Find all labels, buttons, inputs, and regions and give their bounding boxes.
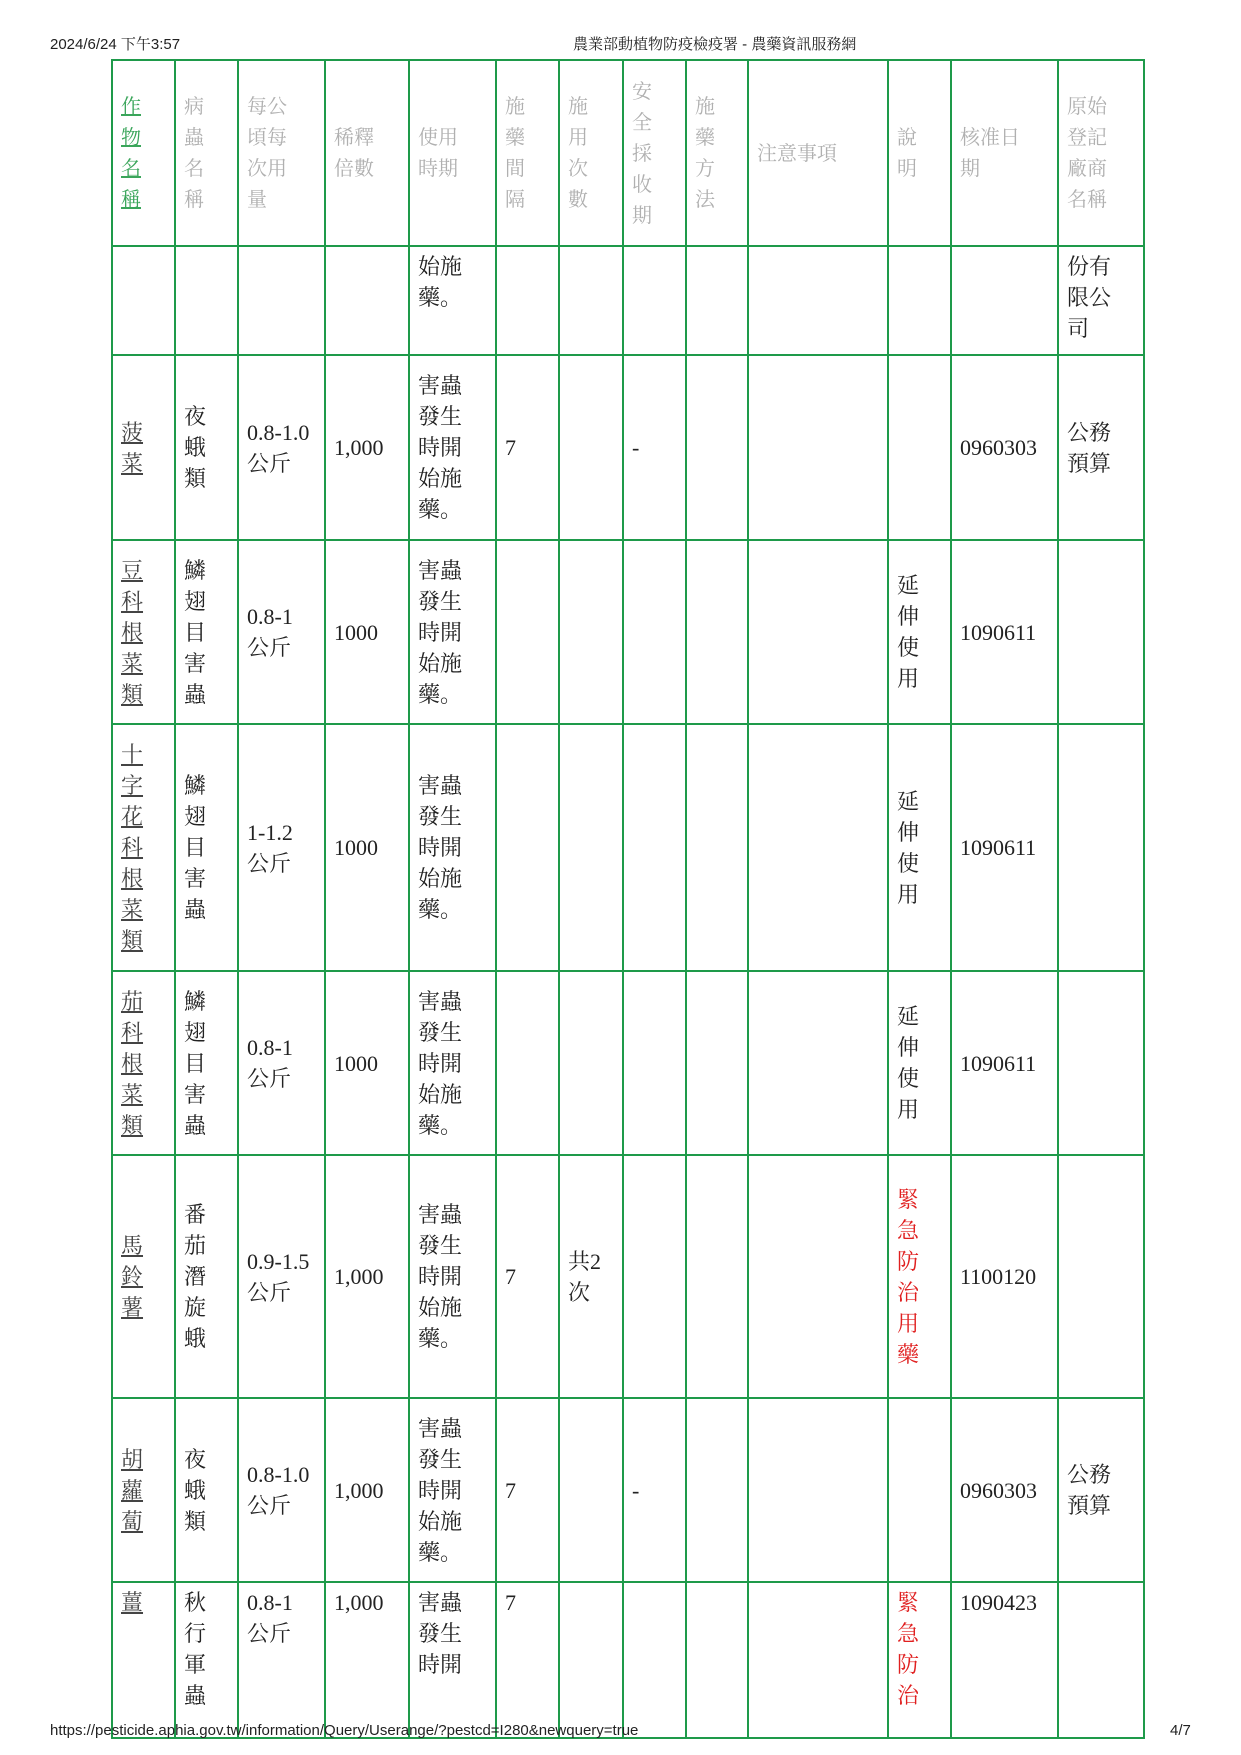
table-row (112, 540, 1144, 724)
cell-remarks (888, 246, 951, 355)
page-url: https://pesticide.aphia.gov.tw/information/Query/Userange/?pestcd=I280&newquery=true (50, 1722, 639, 1739)
cell-application-count (559, 724, 623, 971)
column-header-remarks: 說 明 (888, 60, 951, 246)
cell-usage-period: 害蟲 發生 時開 始施 藥。 (409, 1155, 496, 1398)
cell-pest-name: 番 茄 潛 旋 蛾 (175, 1155, 238, 1398)
cell-application-interval: 7 (496, 1155, 559, 1398)
cell-original-registrant (1058, 1582, 1144, 1738)
crop-link[interactable]: 菠 菜 (121, 419, 144, 476)
table-row (112, 246, 1144, 355)
cell-crop-name (112, 971, 175, 1155)
cell-dilution-factor (325, 246, 409, 355)
cell-precautions (748, 1582, 888, 1738)
cell-approval-date: 0960303 (951, 355, 1058, 540)
cell-crop-name (112, 355, 175, 540)
cell-usage-period: 害蟲 發生 時開 始施 藥。 (409, 724, 496, 971)
cell-precautions (748, 246, 888, 355)
cell-safe-harvest-period (623, 1582, 686, 1738)
cell-application-method (686, 246, 748, 355)
cell-usage-period: 害蟲 發生 時開 始施 藥。 (409, 1398, 496, 1582)
cell-crop-name (112, 246, 175, 355)
print-datetime: 2024/6/24 下午3:57 (50, 36, 181, 53)
cell-usage-period: 始施 藥。 (409, 246, 496, 355)
column-header-usage-period: 使用 時期 (409, 60, 496, 246)
cell-application-interval: 7 (496, 355, 559, 540)
column-header-application-count: 施 用 次 數 (559, 60, 623, 246)
cell-application-count (559, 355, 623, 540)
cell-usage-period: 害蟲 發生 時開 始施 藥。 (409, 355, 496, 540)
cell-approval-date: 1090611 (951, 724, 1058, 971)
cell-usage-period: 害蟲 發生 時開 始施 藥。 (409, 540, 496, 724)
cell-pest-name: 鱗 翅 目 害 蟲 (175, 971, 238, 1155)
cell-dosage-per-hectare: 0.8-1 公斤 (238, 540, 325, 724)
cell-original-registrant: 份有 限公 司 (1058, 246, 1144, 355)
cell-pest-name: 夜 蛾 類 (175, 355, 238, 540)
cell-application-method (686, 355, 748, 540)
cell-dosage-per-hectare: 0.8-1 公斤 (238, 1582, 325, 1738)
crop-link[interactable]: 豆 科 根 菜 類 (121, 557, 144, 707)
cell-application-count (559, 1398, 623, 1582)
crop-link[interactable]: 薑 (121, 1590, 144, 1615)
cell-original-registrant (1058, 540, 1144, 724)
cell-precautions (748, 1155, 888, 1398)
cell-application-count (559, 246, 623, 355)
cell-safe-harvest-period (623, 1155, 686, 1398)
cell-dilution-factor: 1,000 (325, 1398, 409, 1582)
column-header-dilution-factor: 稀釋 倍數 (325, 60, 409, 246)
column-header-crop-name[interactable]: 作 物 名 稱 (112, 60, 175, 246)
cell-application-method (686, 971, 748, 1155)
page-number: 4/7 (1170, 1722, 1191, 1739)
table-row (112, 355, 1144, 540)
cell-precautions (748, 1398, 888, 1582)
cell-pest-name (175, 246, 238, 355)
cell-dosage-per-hectare: 0.8-1.0 公斤 (238, 1398, 325, 1582)
cell-application-method (686, 1398, 748, 1582)
cell-dilution-factor: 1,000 (325, 1155, 409, 1398)
cell-application-method (686, 724, 748, 971)
column-header-safe-harvest-period: 安 全 採 收 期 (623, 60, 686, 246)
cell-application-method (686, 1155, 748, 1398)
cell-crop-name (112, 724, 175, 971)
cell-dilution-factor: 1000 (325, 724, 409, 971)
cell-approval-date: 1090423 (951, 1582, 1058, 1738)
cell-application-interval (496, 540, 559, 724)
cell-approval-date: 1090611 (951, 971, 1058, 1155)
cell-precautions (748, 540, 888, 724)
cell-approval-date: 0960303 (951, 1398, 1058, 1582)
cell-application-count (559, 971, 623, 1155)
cell-dilution-factor: 1000 (325, 971, 409, 1155)
cell-usage-period: 害蟲 發生 時開 始施 藥。 (409, 971, 496, 1155)
column-header-dosage-per-hectare: 每公 頃每 次用 量 (238, 60, 325, 246)
cell-application-interval (496, 971, 559, 1155)
cell-crop-name (112, 540, 175, 724)
table-row (112, 1398, 1144, 1582)
crop-link[interactable]: 茄 科 根 菜 類 (121, 988, 144, 1138)
cell-dosage-per-hectare (238, 246, 325, 355)
cell-original-registrant: 公務 預算 (1058, 1398, 1144, 1582)
cell-application-interval (496, 246, 559, 355)
cell-safe-harvest-period: - (623, 1398, 686, 1582)
cell-pest-name: 鱗 翅 目 害 蟲 (175, 540, 238, 724)
cell-original-registrant (1058, 724, 1144, 971)
column-header-precautions: 注意事項 (748, 60, 888, 246)
cell-application-interval: 7 (496, 1398, 559, 1582)
cell-remarks: 延 伸 使 用 (888, 724, 951, 971)
column-header-approval-date: 核准日 期 (951, 60, 1058, 246)
cell-original-registrant: 公務 預算 (1058, 355, 1144, 540)
column-header-application-method: 施 藥 方 法 (686, 60, 748, 246)
crop-link[interactable]: 胡 蘿 蔔 (121, 1446, 144, 1534)
cell-remarks: 延 伸 使 用 (888, 540, 951, 724)
cell-dilution-factor: 1,000 (325, 1582, 409, 1738)
pesticide-usage-table (111, 59, 1145, 1739)
cell-remarks: 延 伸 使 用 (888, 971, 951, 1155)
cell-remarks: 緊 急 防 治 (888, 1582, 951, 1738)
column-header-pest-name: 病 蟲 名 稱 (175, 60, 238, 246)
cell-dilution-factor: 1,000 (325, 355, 409, 540)
cell-remarks (888, 355, 951, 540)
cell-dosage-per-hectare: 0.9-1.5 公斤 (238, 1155, 325, 1398)
cell-approval-date (951, 246, 1058, 355)
cell-dosage-per-hectare: 0.8-1 公斤 (238, 971, 325, 1155)
cell-approval-date: 1090611 (951, 540, 1058, 724)
cell-pest-name: 鱗 翅 目 害 蟲 (175, 724, 238, 971)
cell-safe-harvest-period (623, 246, 686, 355)
cell-usage-period: 害蟲 發生 時開 (409, 1582, 496, 1738)
cell-remarks (888, 1398, 951, 1582)
cell-original-registrant (1058, 1155, 1144, 1398)
cell-application-method (686, 540, 748, 724)
cell-original-registrant (1058, 971, 1144, 1155)
table-row (112, 1582, 1144, 1738)
cell-safe-harvest-period (623, 724, 686, 971)
cell-safe-harvest-period (623, 540, 686, 724)
cell-pest-name: 秋 行 軍 蟲 (175, 1582, 238, 1738)
cell-application-count (559, 1582, 623, 1738)
cell-precautions (748, 355, 888, 540)
column-header-original-registrant: 原始 登記 廠商 名稱 (1058, 60, 1144, 246)
crop-link[interactable]: 十 字 花 科 根 菜 類 (121, 742, 144, 953)
table-row (112, 971, 1144, 1155)
table-row (112, 724, 1144, 971)
cell-crop-name (112, 1155, 175, 1398)
cell-precautions (748, 971, 888, 1155)
cell-dosage-per-hectare: 0.8-1.0 公斤 (238, 355, 325, 540)
table-header-row (112, 60, 1144, 246)
cell-dilution-factor: 1000 (325, 540, 409, 724)
cell-safe-harvest-period (623, 971, 686, 1155)
cell-crop-name (112, 1398, 175, 1582)
table-row (112, 1155, 1144, 1398)
column-header-application-interval: 施 藥 間 隔 (496, 60, 559, 246)
cell-application-interval (496, 724, 559, 971)
cell-dosage-per-hectare: 1-1.2 公斤 (238, 724, 325, 971)
page-title: 農業部動植物防疫檢疫署 - 農藥資訊服務網 (573, 36, 857, 53)
cell-safe-harvest-period: - (623, 355, 686, 540)
cell-approval-date: 1100120 (951, 1155, 1058, 1398)
cell-application-interval: 7 (496, 1582, 559, 1738)
cell-application-count (559, 540, 623, 724)
cell-precautions (748, 724, 888, 971)
cell-remarks: 緊 急 防 治 用 藥 (888, 1155, 951, 1398)
cell-application-count: 共2 次 (559, 1155, 623, 1398)
cell-crop-name (112, 1582, 175, 1738)
cell-pest-name: 夜 蛾 類 (175, 1398, 238, 1582)
crop-link[interactable]: 馬 鈴 薯 (121, 1233, 144, 1320)
cell-application-method (686, 1582, 748, 1738)
